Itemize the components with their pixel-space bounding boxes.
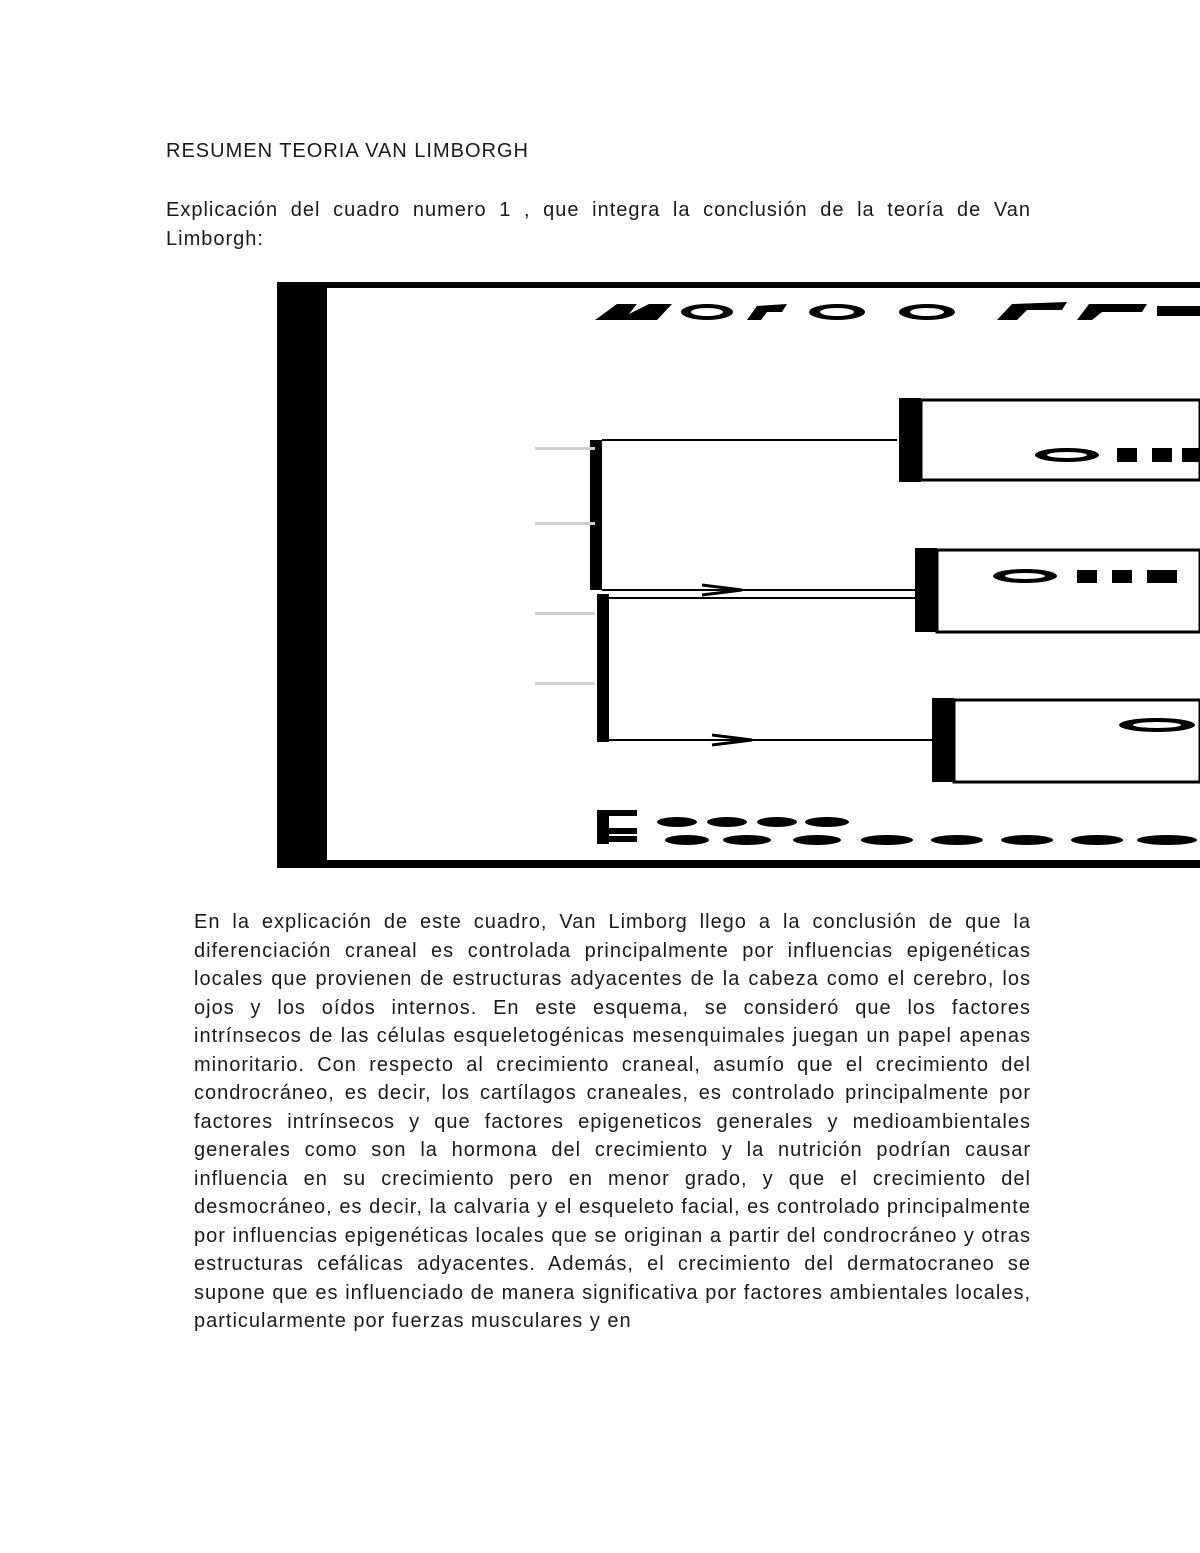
body-paragraph: En la explicación de este cuadro, Van Limborg llego a la conclusión de que la diferenciación craneal es controlada principalmente por influencias epigenéticas locales que provienen de estructuras adyacentes de la cabeza como el cerebro, los ojos y los oídos internos. En este esquema, se consideró que los factores intrínsecos de las células esqueletogénicas mesenquimales juegan un papel apenas minoritario. Con respecto al crecimiento craneal, asumío que el crecimiento del condrocráneo, es decir, los cartílagos craneales, es controlado principalmente por factores intrínsecos y que factores epigeneticos generales y medioambientales generales como son la hormona del crecimiento y la nutrición podrían causar influencia en su crecimiento pero en menor grado, y que el crecimiento del desmocráneo, es decir, la calvaria y el esqueleto facial, es controlado principalmente por influencias epigenéticas locales que se originan a partir del condrocráneo y otras estructuras cefálicas adyacentes. Además, el crecimiento del dermatocraneo se supone que es influenciado de manera significativa por factores ambientales locales, particularmente por fuerzas musculares y en bbox=[194, 911, 1031, 1332]
frame-top-border bbox=[277, 282, 1200, 288]
diagram-box-2 bbox=[915, 548, 1200, 632]
diagram-svg bbox=[277, 282, 1200, 868]
diagram-box-3 bbox=[932, 698, 1200, 782]
frame-bottom-border bbox=[277, 860, 1200, 868]
page-title: RESUMEN TEORIA VAN LIMBORGH bbox=[166, 140, 529, 162]
diagram-box-1 bbox=[899, 398, 1200, 482]
frame-left-border bbox=[277, 282, 327, 868]
intro-paragraph: Explicación del cuadro numero 1 , que integra la conclusión de la teoría de Van Limborgh: bbox=[166, 199, 1031, 250]
figure-diagram bbox=[277, 282, 1200, 868]
